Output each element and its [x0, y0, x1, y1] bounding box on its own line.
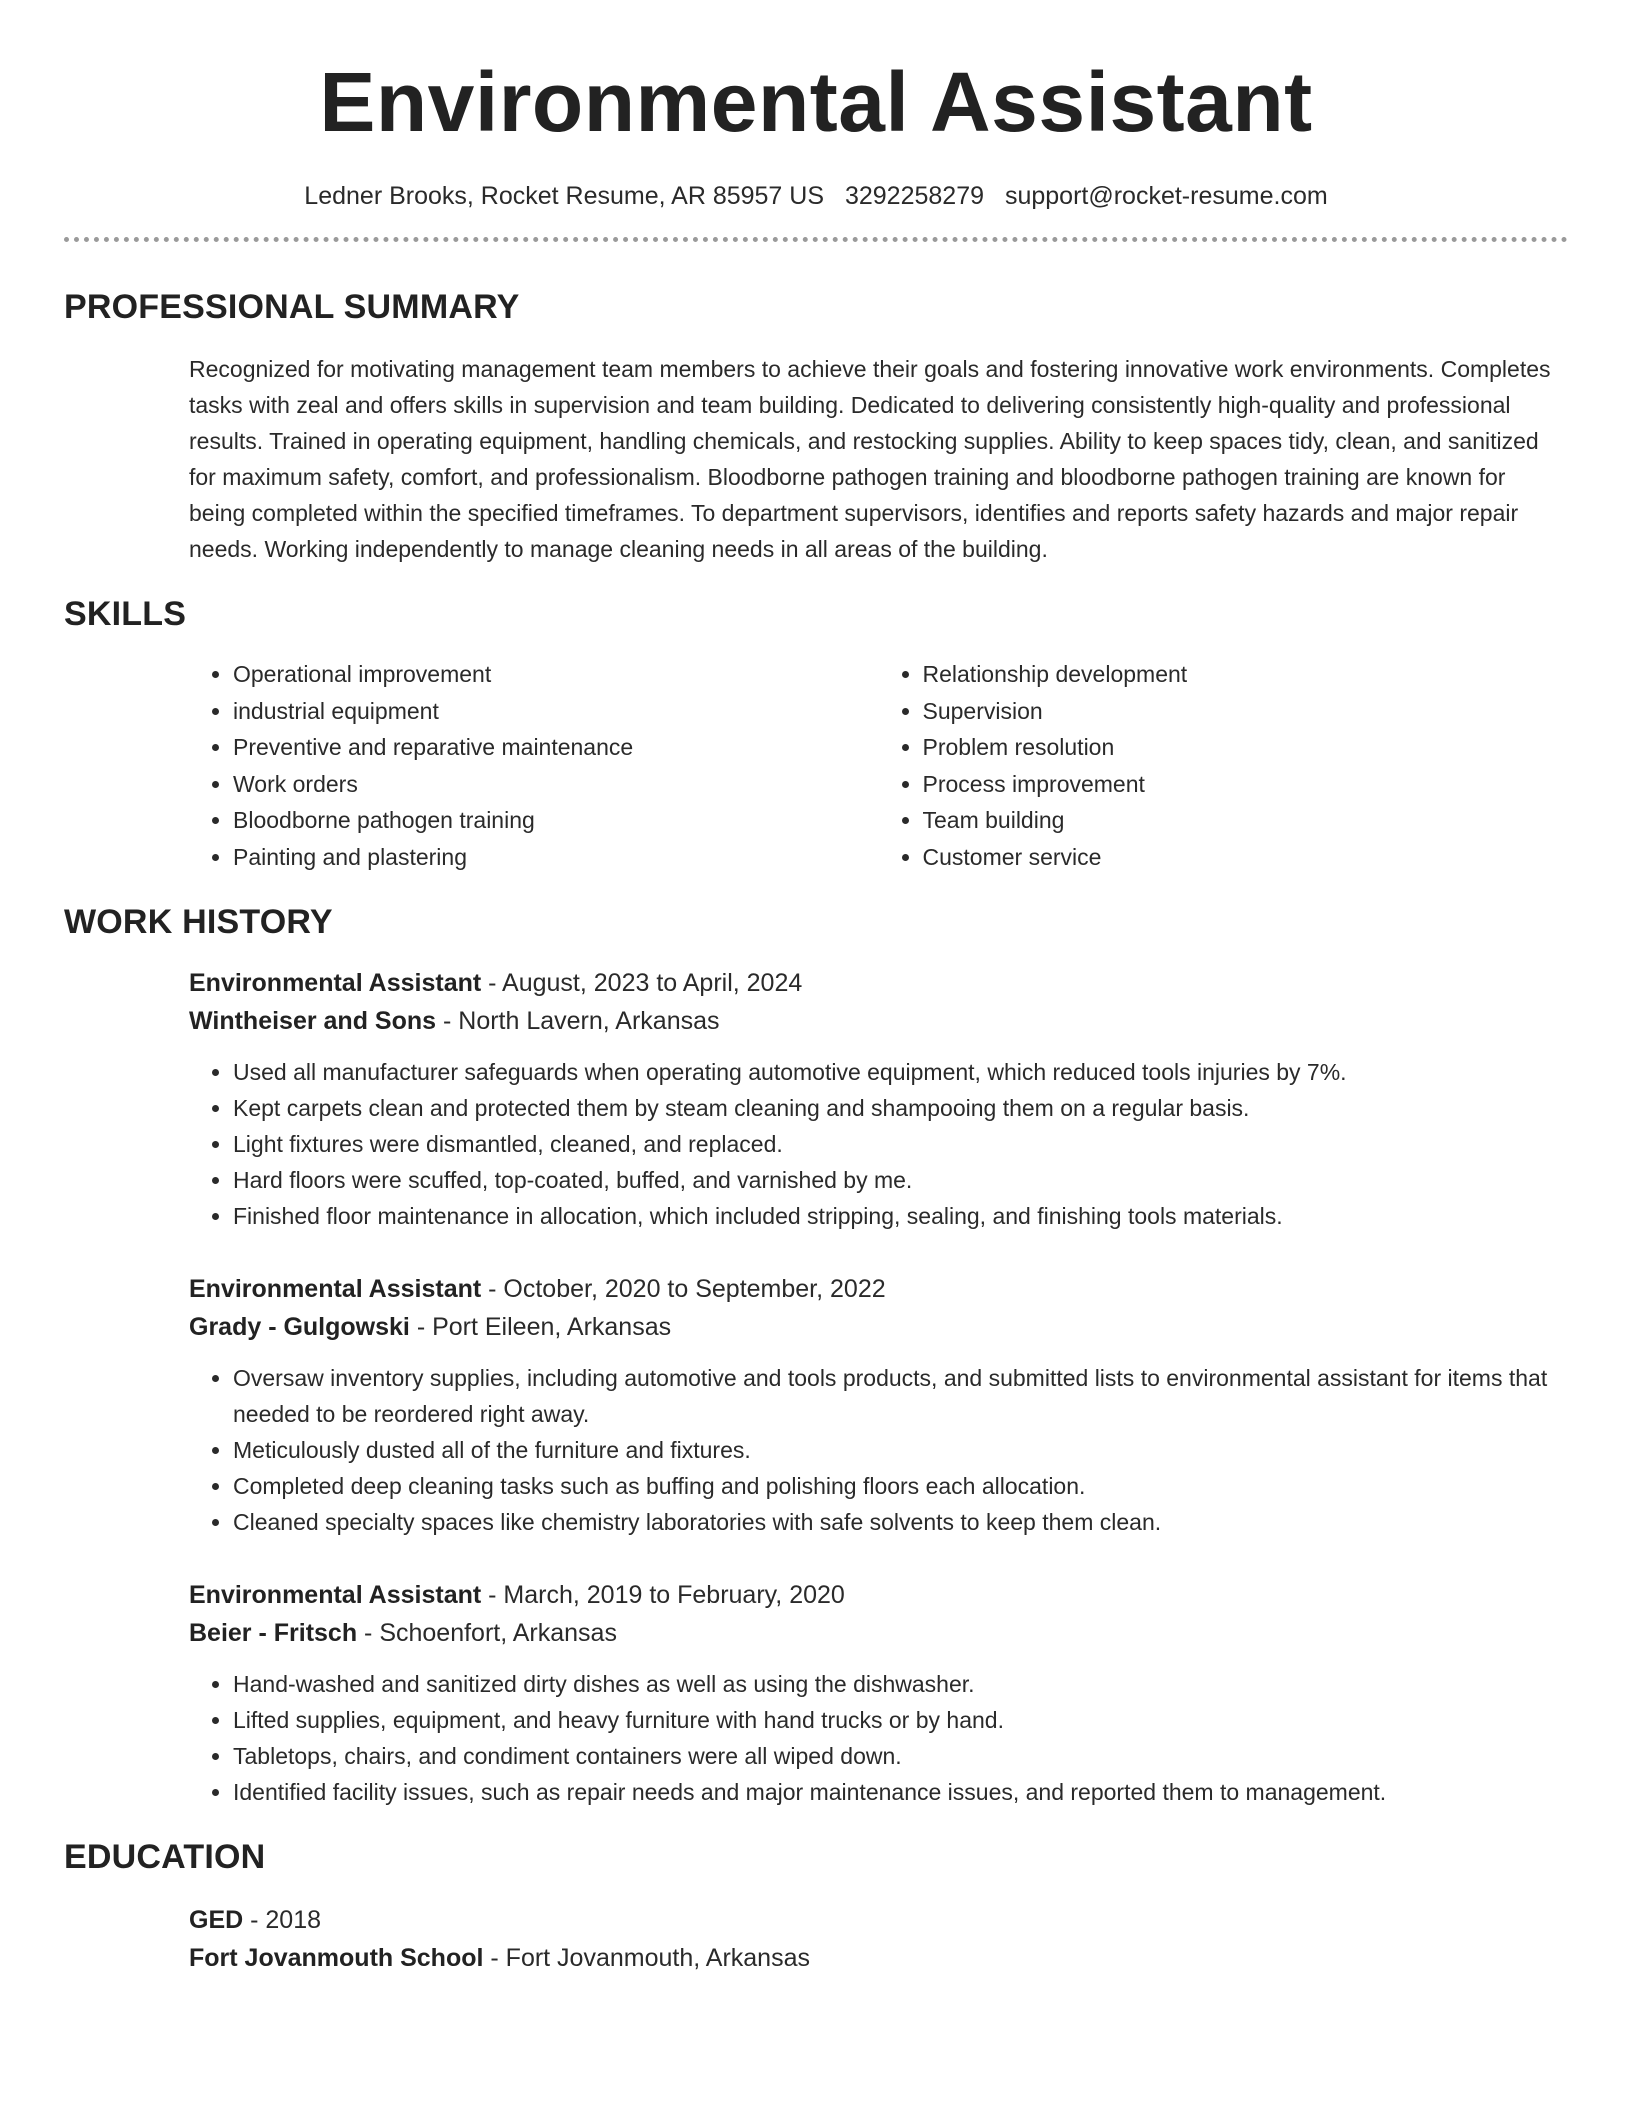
skill-item: • Painting and plastering — [233, 839, 879, 876]
job-bullet: • Light fixtures were dismantled, cleaned, and replaced. — [233, 1126, 1568, 1162]
job-title-line — [189, 1576, 1568, 1614]
job-location: - Port Eileen, Arkansas — [409, 1313, 672, 1341]
skill-item: • Bloodborne pathogen training — [233, 802, 879, 839]
job-bullet: • Kept carpets clean and protected them by steam cleaning and shampooing them on a regular basis. — [233, 1090, 1568, 1126]
job-bullet: • Lifted supplies, equipment, and heavy furniture with hand trucks or by hand. — [233, 1702, 1568, 1738]
skill-item: • Team building — [923, 802, 1569, 839]
job-company: Grady - Gulgowski — [189, 1313, 410, 1341]
job-entry — [189, 1270, 1568, 1540]
skill-item: • Supervision — [923, 693, 1569, 730]
job-bullets — [189, 1666, 1568, 1810]
skill-item: • Process improvement — [923, 766, 1569, 803]
education-heading: EDUCATION — [64, 1838, 266, 1876]
resume-page — [64, 0, 1568, 1977]
contact-line — [64, 182, 1568, 211]
job-role: Environmental Assistant — [189, 1581, 482, 1609]
job-role: Environmental Assistant — [189, 969, 482, 997]
job-bullet: • Completed deep cleaning tasks such as buffing and polishing floors each allocation. — [233, 1468, 1568, 1504]
education-school: Fort Jovanmouth School — [189, 1944, 484, 1972]
job-bullet: • Finished floor maintenance in allocation, which included stripping, sealing, and finishing tools materials. — [233, 1198, 1568, 1234]
job-role: Environmental Assistant — [189, 1275, 482, 1303]
job-bullet: • Meticulously dusted all of the furniture and fixtures. — [233, 1432, 1568, 1468]
contact-address: Ledner Brooks, Rocket Resume, AR 85957 US — [304, 182, 825, 210]
education-year: - 2018 — [243, 1906, 322, 1934]
education-entry — [189, 1901, 1568, 1977]
job-bullet: • Cleaned specialty spaces like chemistry laboratories with safe solvents to keep them clean. — [233, 1504, 1568, 1540]
skill-item: • Work orders — [233, 766, 879, 803]
job-bullet: • Used all manufacturer safeguards when operating automotive equipment, which reduced tools injuries by 7%. — [233, 1054, 1568, 1090]
job-title-line — [189, 1270, 1568, 1308]
job-company-line — [189, 1002, 1568, 1040]
header-divider — [64, 237, 1568, 242]
skills-column-left — [189, 656, 879, 875]
skills-column-right — [879, 656, 1569, 875]
skill-item: • Operational improvement — [233, 656, 879, 693]
job-bullets — [189, 1054, 1568, 1234]
summary-heading: PROFESSIONAL SUMMARY — [64, 288, 520, 326]
skill-item: • industrial equipment — [233, 693, 879, 730]
job-dates: - August, 2023 to April, 2024 — [481, 969, 803, 997]
skill-item: • Relationship development — [923, 656, 1569, 693]
job-company-line — [189, 1308, 1568, 1346]
education-location: - Fort Jovanmouth, Arkansas — [483, 1944, 810, 1972]
job-bullet: • Tabletops, chairs, and condiment containers were all wiped down. — [233, 1738, 1568, 1774]
job-company: Wintheiser and Sons — [189, 1007, 437, 1035]
job-dates: - March, 2019 to February, 2020 — [481, 1581, 845, 1609]
job-location: - North Lavern, Arkansas — [436, 1007, 720, 1035]
job-entry — [189, 964, 1568, 1234]
job-bullet: • Hard floors were scuffed, top-coated, buffed, and varnished by me. — [233, 1162, 1568, 1198]
education-school-line — [189, 1939, 1568, 1977]
contact-email: support@rocket-resume.com — [1004, 182, 1328, 210]
skill-item: • Preventive and reparative maintenance — [233, 729, 879, 766]
skills-heading: SKILLS — [64, 595, 187, 633]
job-company: Beier - Fritsch — [189, 1619, 358, 1647]
job-location: - Schoenfort, Arkansas — [357, 1619, 617, 1647]
job-company-line — [189, 1614, 1568, 1652]
skill-item: • Customer service — [923, 839, 1569, 876]
work-history-heading: WORK HISTORY — [64, 903, 333, 941]
job-title-line — [189, 964, 1568, 1002]
job-entry — [189, 1576, 1568, 1810]
candidate-name: Environmental Assistant — [319, 55, 1313, 149]
job-bullet: • Oversaw inventory supplies, including automotive and tools products, and submitted lists to environmental assistant for items that needed to be reordered right away. — [233, 1360, 1568, 1432]
job-bullet: • Hand-washed and sanitized dirty dishes as well as using the dishwasher. — [233, 1666, 1568, 1702]
skills-list — [189, 656, 1568, 875]
job-dates: - October, 2020 to September, 2022 — [481, 1275, 886, 1303]
job-bullet: • Identified facility issues, such as repair needs and major maintenance issues, and reported them to management. — [233, 1774, 1568, 1810]
contact-phone: 3292258279 — [844, 182, 985, 210]
education-degree: GED — [189, 1906, 244, 1934]
skill-item: • Problem resolution — [923, 729, 1569, 766]
job-bullets — [189, 1360, 1568, 1540]
summary-text: Recognized for motivating management team members to achieve their goals and fostering innovative work environments. Completes tasks with zeal and offers skills in supervision and team building. Dedicated to delivering consistently high-quality and professional results. Trained in operating equipment, handling chemicals, and restocking supplies. Ability to keep spaces tidy, clean, and sanitized for maximum safety, comfort, and professionalism. Bloodborne pathogen training and bloodborne pathogen training are known for being completed within the specified timeframes. To department supervisors, identifies and reports safety hazards and major repair needs. Working independently to manage cleaning needs in all areas of the building. — [189, 356, 1551, 562]
education-degree-line — [189, 1901, 1568, 1939]
